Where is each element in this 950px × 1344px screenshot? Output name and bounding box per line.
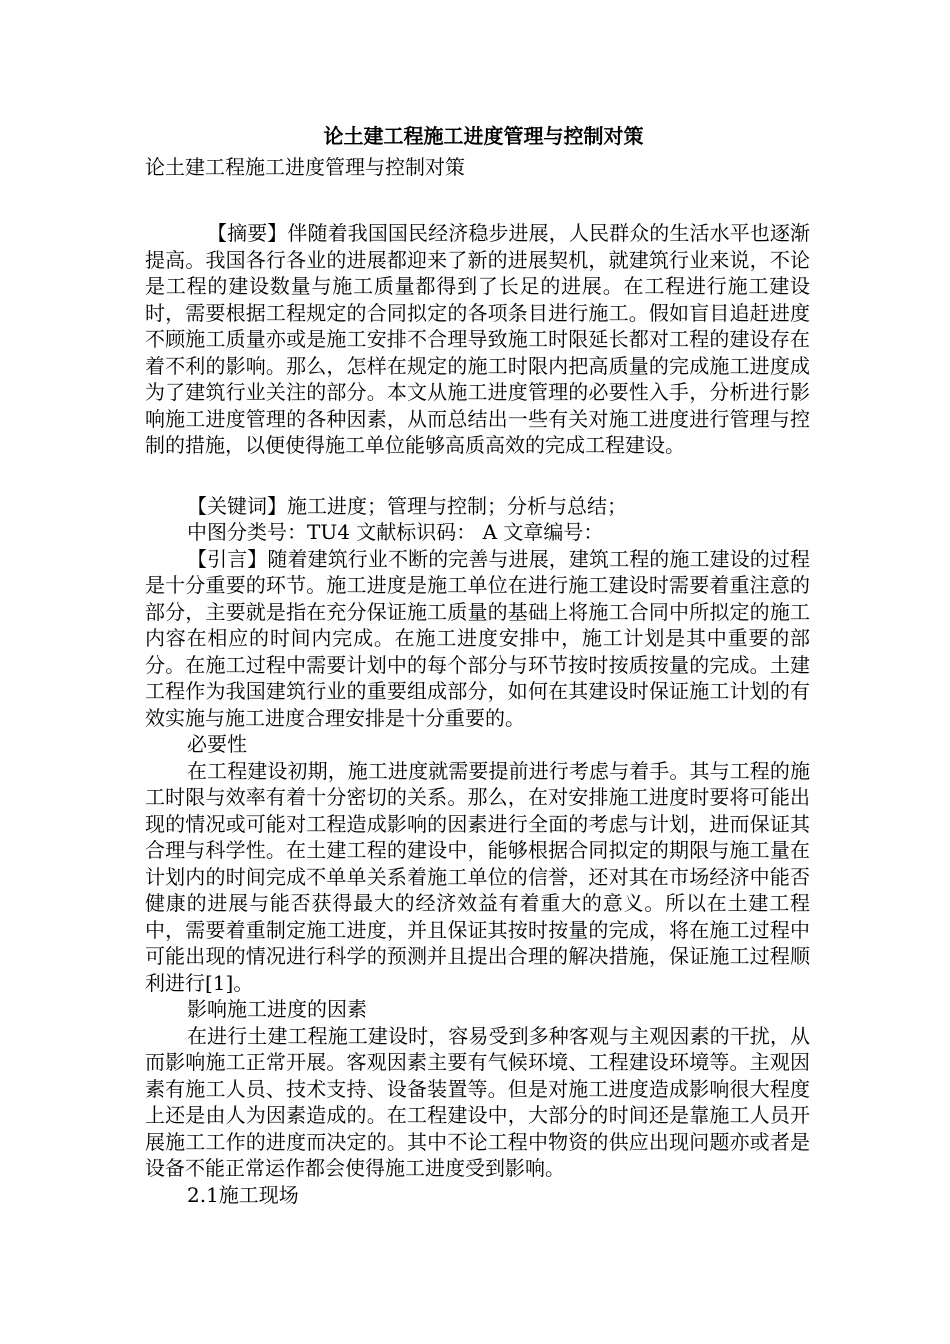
subsection-heading-site: 2.1施工现场 — [187, 1182, 299, 1207]
document-page — [145, 120, 810, 1208]
necessity-paragraph: 在工程建设初期，施工进度就需要提前进行考虑与着手。其与工程的施工时限与效率有着十分密切的关系。那么，在对安排施工进度时要将可能出现的情况或可能对工程造成影响的因素进行全面的考虑与计划，进而保证其合理与科学性。在土建工程的建设中，能够根据合同拟定的期限与施工量在计划内的时间完成不单单关系着施工单位的信誉，还对其在市场经济中能否健康的进展与能否获得最大的经济效益有着重大的意义。所以在土建工程中，需要着重制定施工进度，并且保证其按时按量的完成，将在施工过程中可能出现的情况进行科学的预测并且提出合理的解决措施，保证施工过程顺利进行[1]。 — [145, 758, 810, 995]
classification-line: 中图分类号：TU4 文献标识码： A 文章编号： — [187, 520, 604, 544]
spacer — [145, 459, 810, 493]
document-title: 论土建工程施工进度管理与控制对策 — [323, 124, 644, 148]
factors-paragraph: 在进行土建工程施工建设时，容易受到多种客观与主观因素的干扰，从而影响施工正常开展。客观因素主要有气候环境、工程建设环境等。主观因素有施工人员、技术支持、设备装置等。但是对施工进度造成影响很大程度上还是由人为因素造成的。在工程建设中，大部分的时间还是靠施工人员开展施工工作的进度而决定的。其中不论工程中物资的供应出现问题亦或者是设备不能正常运作都会使得施工进度受到影响。 — [145, 1023, 810, 1180]
spacer — [145, 182, 810, 220]
section-heading-factors: 影响施工进度的因素 — [187, 997, 367, 1021]
section-heading-necessity: 必要性 — [187, 732, 247, 756]
document-subtitle: 论土建工程施工进度管理与控制对策 — [145, 155, 465, 179]
keywords-line: 【关键词】施工进度；管理与控制；分析与总结； — [187, 493, 627, 518]
introduction-paragraph: 【引言】随着建筑行业不断的完善与进展，建筑工程的施工建设的过程是十分重要的环节。施工进度是施工单位在进行施工建设时需要着重注意的部分，主要就是指在充分保证施工质量的基础上将施工合同中所拟定的施工内容在相应的时间内完成。在施工进度安排中，施工计划是其中重要的部分。在施工过程中需要计划中的每个部分与环节按时按质按量的完成。土建工程作为我国建筑行业的重要组成部分，如何在其建设时保证施工计划的有效实施与施工进度合理安排是十分重要的。 — [145, 546, 810, 730]
abstract-paragraph: 【摘要】伴随着我国国民经济稳步进展，人民群众的生活水平也逐渐提高。我国各行各业的进展都迎来了新的进展契机，就建筑行业来说，不论是工程的建设数量与施工质量都得到了长足的进展。在工程进行施工建设时，需要根据工程规定的合同拟定的各项条目进行施工。假如盲目追赶进度不顾施工质量亦或是施工安排不合理导致施工时限延长都对工程的建设存在着不利的影响。那么，怎样在规定的施工时限内把高质量的完成施工进度成为了建筑行业关注的部分。本文从施工进度管理的必要性入手，分析进行影响施工进度管理的各种因素，从而总结出一些有关对施工进度进行管理与控制的措施，以便使得施工单位能够高质高效的完成工程建设。 — [145, 221, 810, 457]
